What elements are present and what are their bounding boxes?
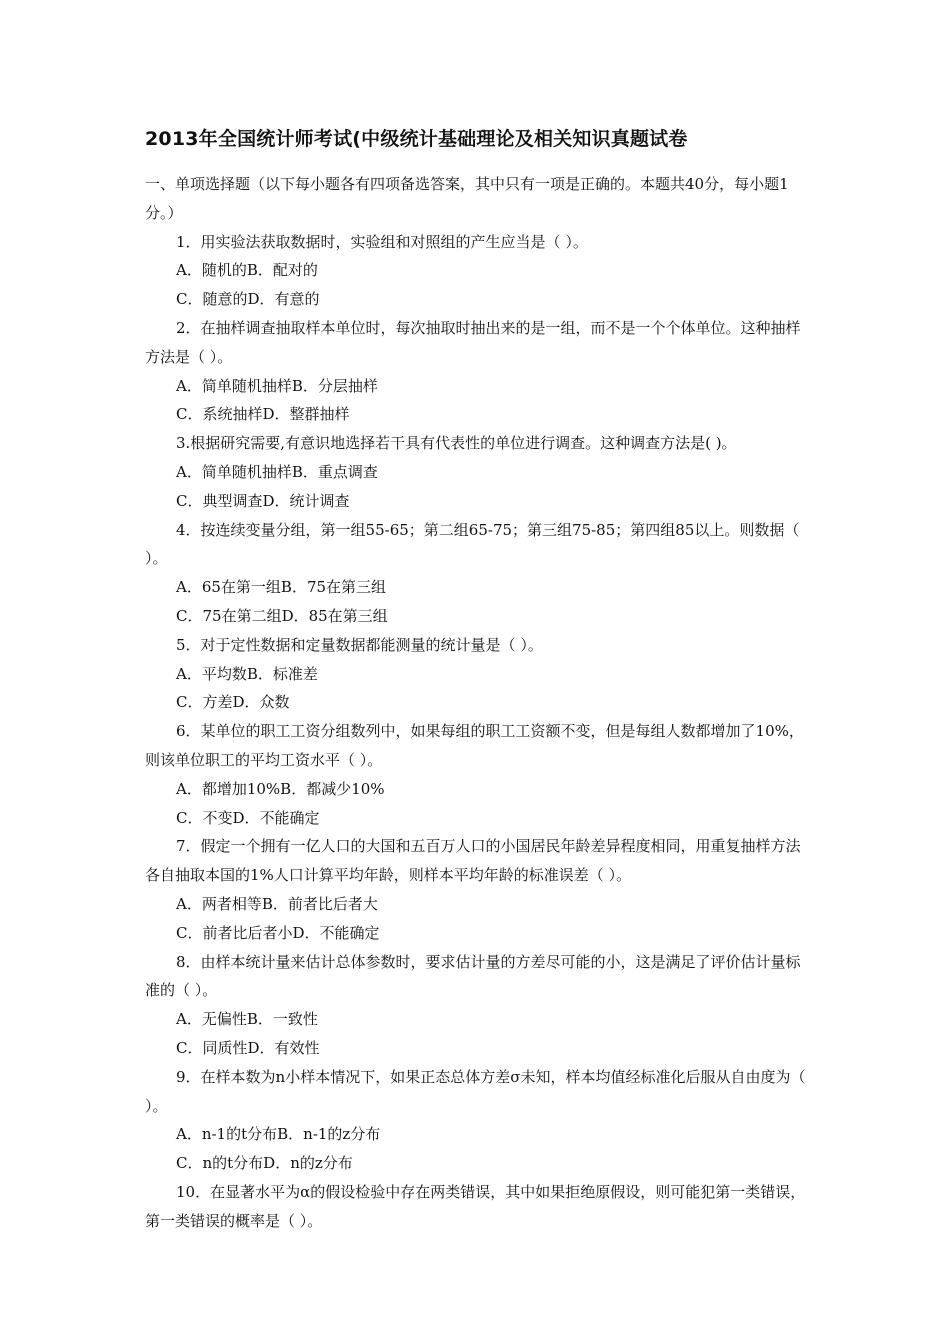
question-options: A．无偏性B．一致性: [176, 1010, 318, 1029]
question-stem: 7．假定一个拥有一亿人口的大国和五百万人口的小国居民年龄差异程度相同，用重复抽样方法各自抽取本国的1%人口计算平均年龄，则样本平均年龄的标准误差（ ）。: [145, 837, 801, 885]
question-options: A．简单随机抽样B．分层抽样: [176, 376, 378, 395]
question-options: C．方差D．众数: [176, 693, 290, 712]
question-options: C．系统抽样D．整群抽样: [176, 405, 350, 424]
question-options: A．n-1的t分布B．n-1的z分布: [176, 1125, 381, 1144]
question-options: C．前者比后者小D．不能确定: [176, 923, 380, 942]
question-stem: 2．在抽样调查抽取样本单位时，每次抽取时抽出来的是一组，而不是一个个体单位。这种抽样方法是（ ）。: [145, 318, 801, 366]
section-heading: 一、单项选择题（以下每小题各有四项备选答案，其中只有一项是正确的。本题共40分，每小题1分。）: [145, 175, 789, 222]
question-stem: 4．按连续变量分组，第一组55-65；第二组65-75；第三组75-85；第四组85以上。则数据（ ）。: [145, 520, 800, 568]
question-options: C．不变D．不能确定: [176, 808, 320, 827]
question-stem: 1．用实验法获取数据时，实验组和对照组的产生应当是（ ）。: [176, 232, 588, 251]
question-5: [145, 631, 810, 717]
question-stem: 6．某单位的职工工资分组数列中，如果每组的职工工资额不变，但是每组人数都增加了10%，则该单位职工的平均工资水平（ ）。: [145, 722, 804, 769]
document-body: [145, 170, 810, 1235]
question-options: A．两者相等B．前者比后者大: [176, 894, 378, 913]
question-stem: 9．在样本数为n小样本情况下，如果正态总体方差σ未知，样本均值经标准化后服从自由度为（ ）。: [145, 1067, 806, 1115]
question-options: A．随机的B．配对的: [176, 261, 318, 280]
question-stem: 10．在显著水平为α的假设检验中存在两类错误，其中如果拒绝原假设，则可能犯第一类错误，第一类错误的概率是（ ）。: [145, 1182, 806, 1230]
question-2: [145, 314, 810, 429]
question-options: C．同质性D．有效性: [176, 1038, 320, 1057]
question-7: [145, 832, 810, 947]
question-stem: 8．由样本统计量来估计总体参数时，要求估计量的方差尽可能的小，这是满足了评价估计量标准的（ ）。: [145, 952, 801, 1000]
question-4: [145, 516, 810, 631]
question-options: A．都增加10%B．都减少10%: [176, 779, 385, 798]
question-6: [145, 717, 810, 832]
question-options: A．65在第一组B．75在第三组: [176, 578, 387, 597]
question-10: [145, 1178, 810, 1236]
question-9: [145, 1063, 810, 1178]
question-options: A．简单随机抽样B．重点调查: [176, 462, 378, 481]
question-stem: 3.根据研究需要,有意识地选择若干具有代表性的单位进行调查。这种调查方法是( )。: [176, 434, 737, 453]
question-1: [145, 228, 810, 314]
question-options: C．75在第二组D．85在第三组: [176, 606, 388, 625]
document-title: 2013年全国统计师考试(中级统计基础理论及相关知识真题试卷: [145, 128, 688, 150]
question-options: C．随意的D．有意的: [176, 290, 320, 309]
question-3: [145, 429, 810, 515]
question-stem: 5．对于定性数据和定量数据都能测量的统计量是（ ）。: [176, 635, 543, 654]
question-options: C．n的t分布D．n的z分布: [176, 1154, 353, 1173]
question-options: C．典型调查D．统计调查: [176, 491, 350, 510]
question-options: A．平均数B．标准差: [176, 664, 318, 683]
question-8: [145, 948, 810, 1063]
